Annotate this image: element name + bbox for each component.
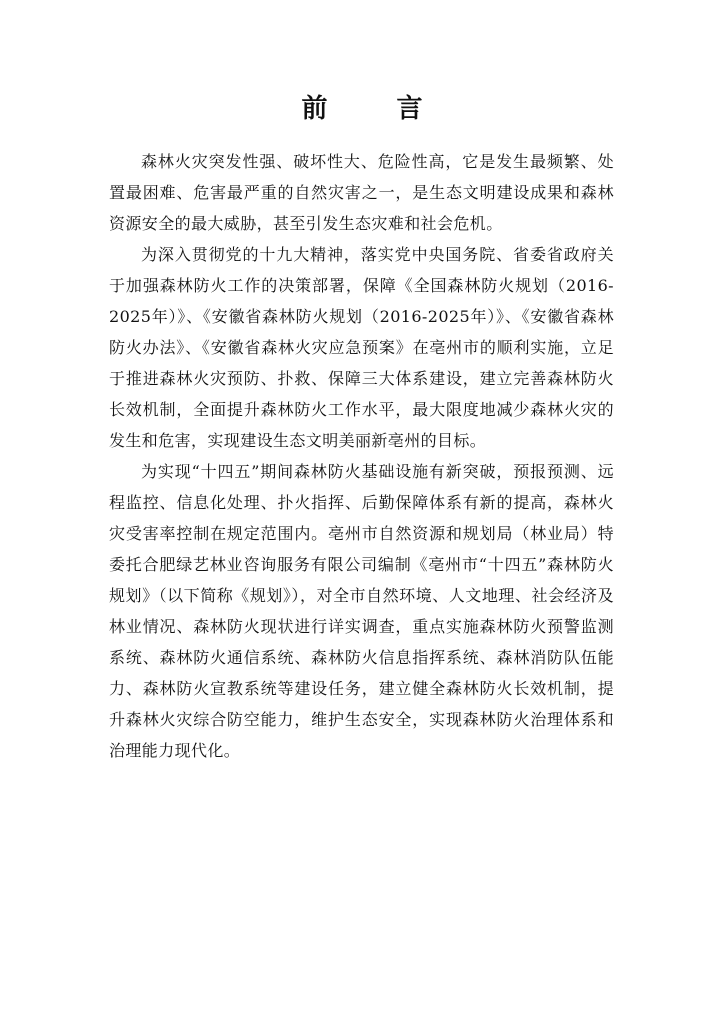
paragraph-2: 为深入贯彻党的十九大精神，落实党中央国务院、省委省政府关于加强森林防火工作的决策部署，保障《全国森林防火规划（2016-2025年）》、《安徽省森林防火规划（2016-2025年）》、《安徽省森林防火办法》、《安徽省森林火灾应急预案》在亳州市的顺利实施，立足于推进森林火灾预防、扑救、保障三大体系建设，建立完善森林防火长效机制，全面提升森林防火工作水平，最大限度地减少森林火灾的发生和危害，实现建设生态文明美丽新亳州的目标。 [109, 245, 614, 450]
paragraph-3: 为实现“十四五”期间森林防火基础设施有新突破，预报预测、远程监控、信息化处理、扑火指挥、后勤保障体系有新的提高，森林火灾受害率控制在规定范围内。亳州市自然资源和规划局（林业局）特委托合肥绿艺林业咨询服务有限公司编制《亳州市“十四五”森林防火规划》（以下简称《规划》），对全市自然环境、人文地理、社会经济及林业情况、森林防火现状进行详实调查，重点实施森林防火预警监测系统、森林防火通信系统、森林防火信息指挥系统、森林消防队伍能力、森林防火宣教系统等建设任务，建立健全森林防火长效机制，提升森林火灾综合防空能力，维护生态安全，实现森林防火治理体系和治理能力现代化。 [109, 462, 614, 760]
page-title: 前 言 [301, 94, 453, 124]
document-body [109, 146, 614, 766]
paragraph-1: 森林火灾突发性强、破坏性大、危险性高，它是发生最频繁、处置最困难、危害最严重的自然灾害之一，是生态文明建设成果和森林资源安全的最大威胁，甚至引发生态灾难和社会危机。 [109, 152, 614, 233]
